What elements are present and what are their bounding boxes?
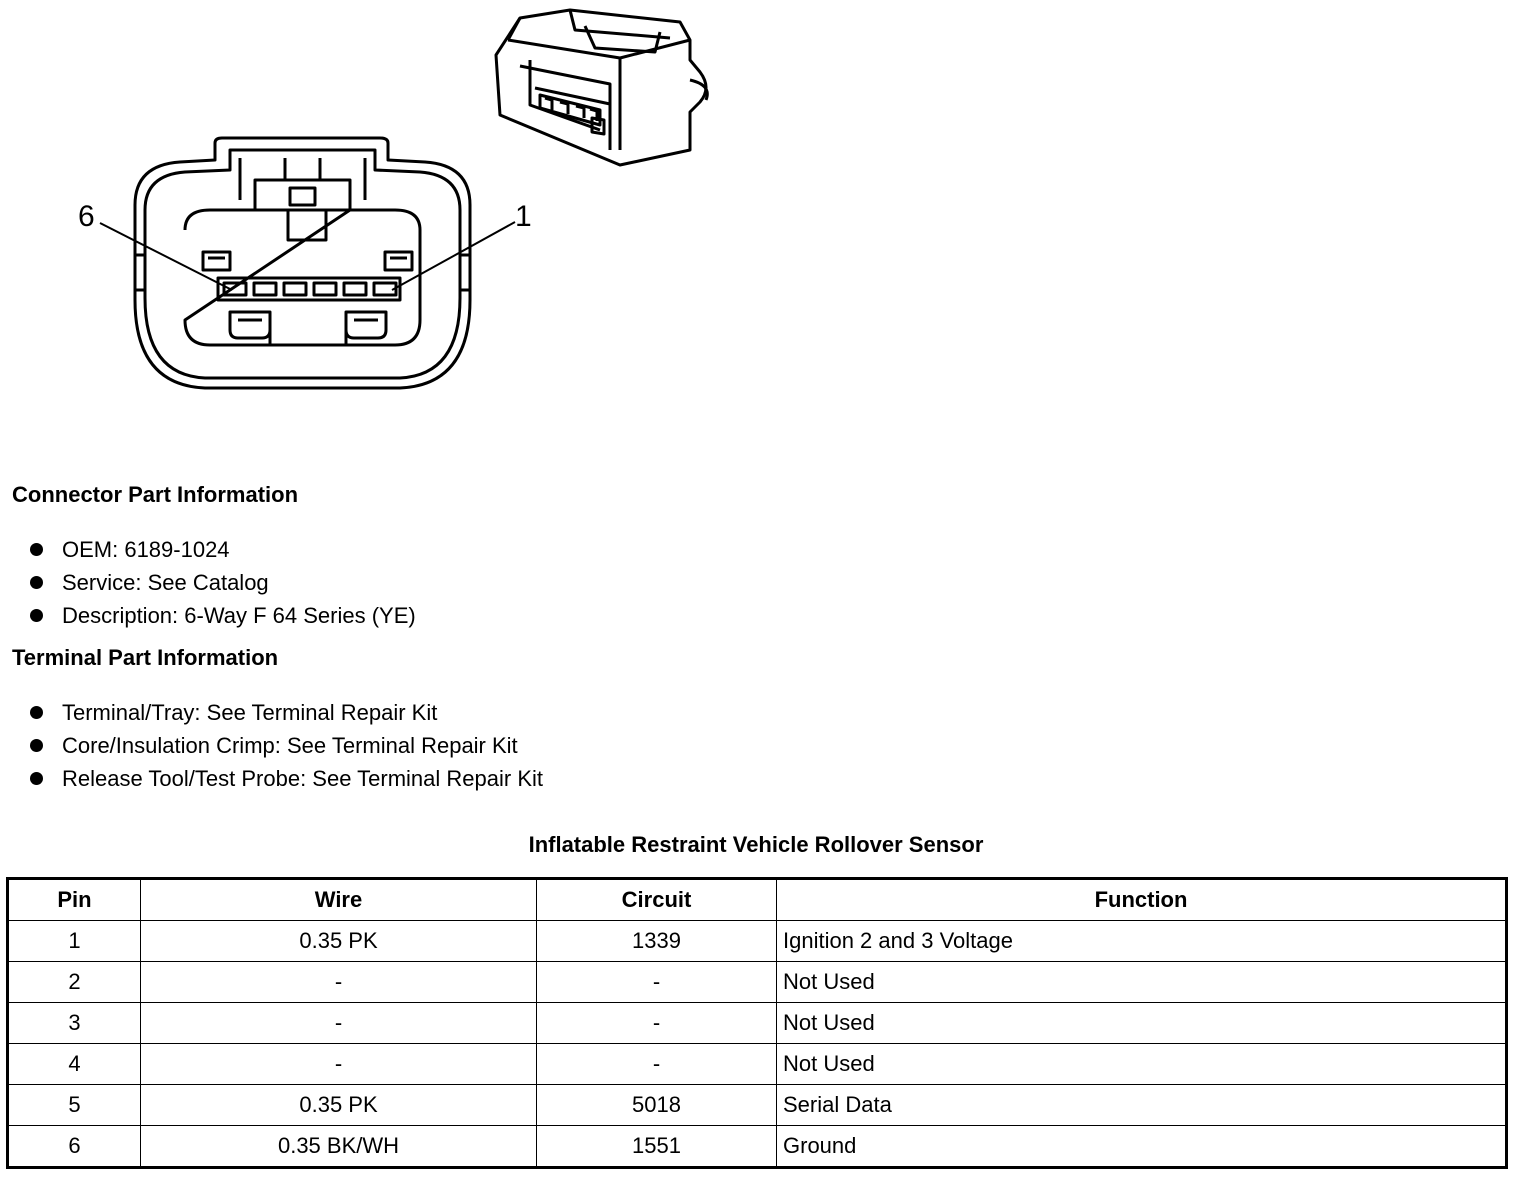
function-cell: Not Used: [777, 962, 1507, 1003]
circuit-cell: -: [537, 1003, 777, 1044]
circuit-cell: 1339: [537, 921, 777, 962]
release-tool-item: Release Tool/Test Probe: See Terminal Repair Kit: [28, 762, 543, 795]
table-row: [8, 1126, 1507, 1168]
wire-cell: -: [141, 962, 537, 1003]
table-row: [8, 1003, 1507, 1044]
pin-6-label: 6: [78, 200, 95, 233]
connector-front-view: [100, 138, 515, 388]
header-wire: Wire: [141, 879, 537, 921]
connector-oem-item: OEM: 6189-1024: [28, 533, 416, 566]
function-cell: Serial Data: [777, 1085, 1507, 1126]
wire-cell: 0.35 PK: [141, 921, 537, 962]
header-pin: Pin: [8, 879, 141, 921]
circuit-cell: 5018: [537, 1085, 777, 1126]
wire-cell: 0.35 PK: [141, 1085, 537, 1126]
pin-cell: 1: [8, 921, 141, 962]
connector-description-item: Description: 6-Way F 64 Series (YE): [28, 599, 416, 632]
table-header-row: [8, 879, 1507, 921]
connector-info-heading: Connector Part Information: [12, 482, 299, 507]
pin-cell: 5: [8, 1085, 141, 1126]
table-row: [8, 921, 1507, 962]
pin-cell: 3: [8, 1003, 141, 1044]
circuit-cell: 1551: [537, 1126, 777, 1168]
wire-cell: -: [141, 1044, 537, 1085]
function-cell: Not Used: [777, 1044, 1507, 1085]
table-row: [8, 1085, 1507, 1126]
wire-cell: 0.35 BK/WH: [141, 1126, 537, 1168]
header-circuit: Circuit: [537, 879, 777, 921]
terminal-info-heading: Terminal Part Information: [12, 645, 279, 670]
pin-cell: 4: [8, 1044, 141, 1085]
crimp-item: Core/Insulation Crimp: See Terminal Repair Kit: [28, 729, 543, 762]
pin-cell: 6: [8, 1126, 141, 1168]
pin-cell: 2: [8, 962, 141, 1003]
connector-service-item: Service: See Catalog: [28, 566, 416, 599]
pin-1-leader: [392, 222, 515, 290]
pin-1-label: 1: [515, 200, 532, 233]
circuit-cell: -: [537, 962, 777, 1003]
table-row: [8, 1044, 1507, 1085]
connector-3d-view: [496, 10, 707, 165]
wire-cell: -: [141, 1003, 537, 1044]
connector-info-list: [28, 533, 416, 632]
function-cell: Ground: [777, 1126, 1507, 1168]
terminal-tray-item: Terminal/Tray: See Terminal Repair Kit: [28, 696, 543, 729]
function-cell: Not Used: [777, 1003, 1507, 1044]
function-cell: Ignition 2 and 3 Voltage: [777, 921, 1507, 962]
header-function: Function: [777, 879, 1507, 921]
circuit-cell: -: [537, 1044, 777, 1085]
table-row: [8, 962, 1507, 1003]
pinout-table: [6, 877, 1508, 1169]
table-title: Inflatable Restraint Vehicle Rollover Sensor: [528, 832, 984, 857]
connector-diagram: [0, 0, 760, 400]
terminal-info-list: [28, 696, 543, 795]
